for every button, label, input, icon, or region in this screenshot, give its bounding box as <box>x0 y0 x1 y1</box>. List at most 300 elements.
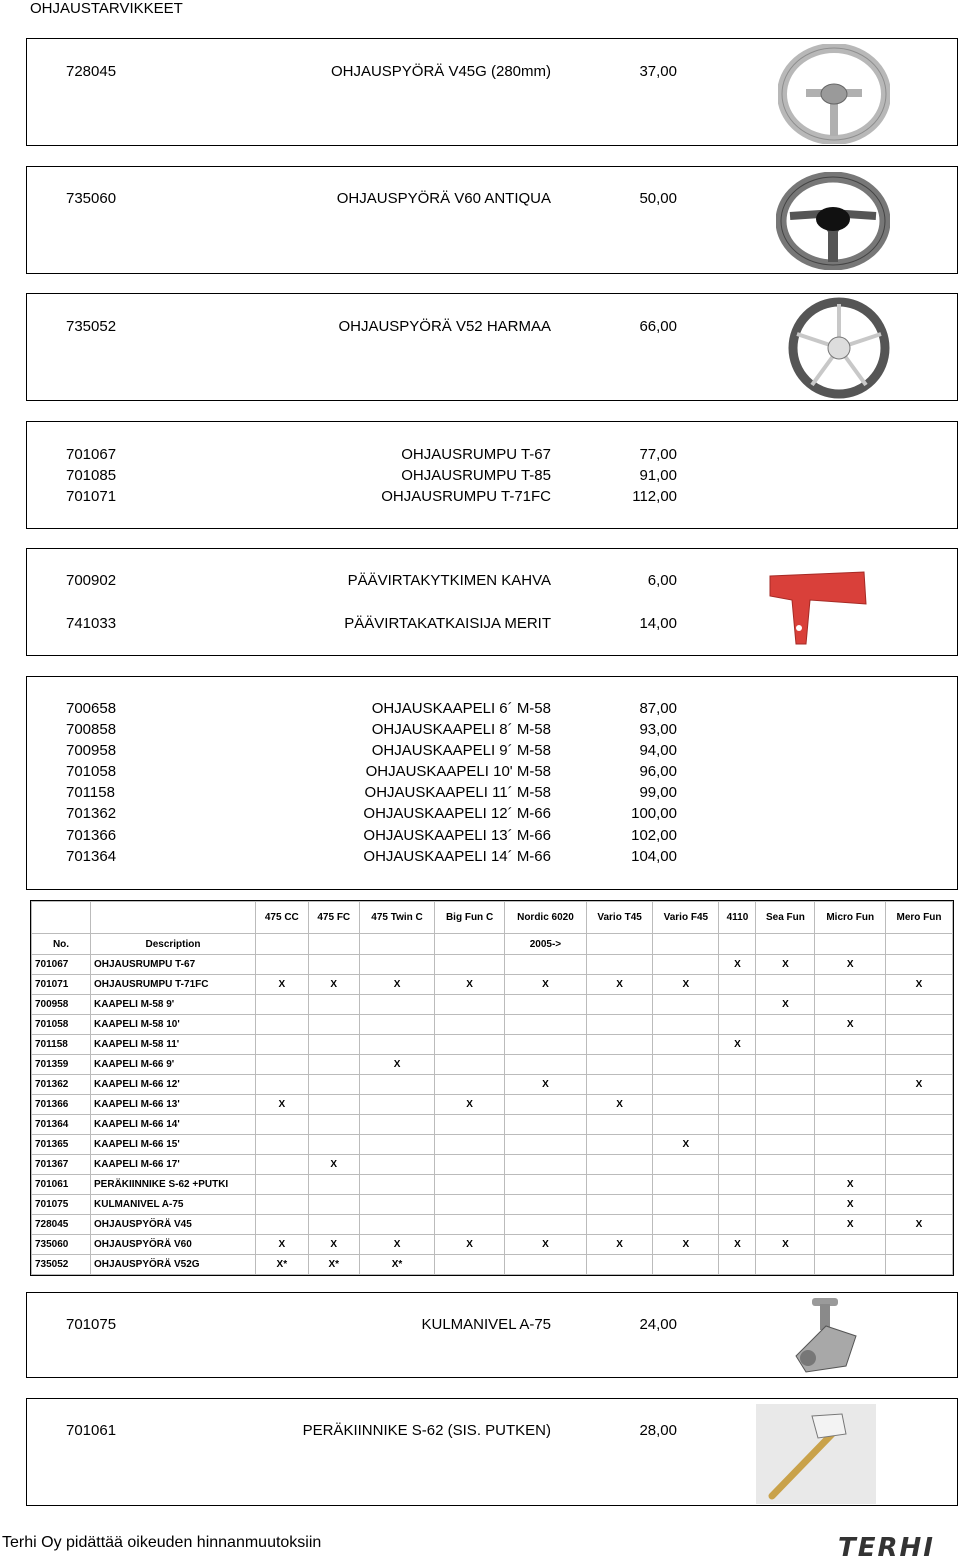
item-description: OHJAUSKAAPELI 14´ M-66 <box>363 848 551 865</box>
item-description: OHJAUSKAAPELI 6´ M-58 <box>371 700 551 717</box>
compat-mark <box>719 975 756 995</box>
model-header: Vario T45 <box>586 902 652 934</box>
compat-mark <box>586 1175 652 1195</box>
compat-mark <box>256 955 309 975</box>
item-code: 700658 <box>66 700 117 717</box>
item-description: OHJAUSKAAPELI 9´ M-58 <box>371 742 551 759</box>
compat-mark <box>359 1095 434 1115</box>
item-description: KULMANIVEL A-75 <box>421 1316 551 1333</box>
compat-mark: X <box>815 1015 886 1035</box>
item-price: 112,00 <box>632 488 677 505</box>
item-code: 735060 <box>66 190 117 207</box>
model-header: 475 FC <box>308 902 359 934</box>
compat-mark <box>256 1215 309 1235</box>
item-description: OHJAUSPYÖRÄ V60 ANTIQUA <box>336 190 551 207</box>
compat-mark <box>435 1015 505 1035</box>
compat-mark <box>719 1215 756 1235</box>
compat-mark: X <box>308 1235 359 1255</box>
compat-item-no: 735052 <box>32 1255 91 1275</box>
item-code: 701075 <box>66 1316 117 1333</box>
compat-row <box>32 1235 953 1255</box>
compat-mark <box>756 1095 815 1115</box>
compat-mark <box>586 995 652 1015</box>
compat-row <box>32 1075 953 1095</box>
model-header: Big Fun C <box>435 902 505 934</box>
item-description: OHJAUSKAAPELI 13´ M-66 <box>363 827 551 844</box>
compat-mark <box>359 1115 434 1135</box>
compat-mark <box>653 955 719 975</box>
compat-row <box>32 955 953 975</box>
no-header: No. <box>32 934 91 955</box>
compat-mark <box>815 1095 886 1115</box>
model-header: Vario F45 <box>653 902 719 934</box>
compat-mark <box>256 1055 309 1075</box>
compat-mark <box>504 1255 586 1275</box>
compat-row <box>32 1175 953 1195</box>
steering-wheel-v52-image <box>786 296 892 400</box>
compat-mark <box>435 995 505 1015</box>
model-header: 4110 <box>719 902 756 934</box>
compat-mark <box>256 1115 309 1135</box>
item-code: 701364 <box>66 848 117 865</box>
compat-mark <box>359 1075 434 1095</box>
compat-mark: X <box>586 975 652 995</box>
compat-item-no: 701071 <box>32 975 91 995</box>
item-price: 91,00 <box>639 467 677 484</box>
compat-item-no: 701364 <box>32 1115 91 1135</box>
compat-mark <box>886 1055 953 1075</box>
item-description: PÄÄVIRTAKATKAISIJA MERIT <box>344 615 551 632</box>
item-code: 701366 <box>66 827 117 844</box>
item-price: 77,00 <box>639 446 677 463</box>
compat-mark <box>308 955 359 975</box>
compat-item-desc: OHJAUSRUMPU T-67 <box>91 955 256 975</box>
steering-wheel-v60-image <box>776 172 890 270</box>
compat-row <box>32 995 953 1015</box>
compat-item-no: 701061 <box>32 1175 91 1195</box>
steering-wheel-v45g-image <box>778 44 890 144</box>
item-description: OHJAUSKAAPELI 8´ M-58 <box>371 721 551 738</box>
compat-mark: X <box>435 1235 505 1255</box>
compat-mark <box>308 1095 359 1115</box>
compat-mark <box>815 1055 886 1075</box>
compat-item-no: 701067 <box>32 955 91 975</box>
compat-mark <box>256 1135 309 1155</box>
compat-mark <box>886 955 953 975</box>
compat-mark: X <box>308 975 359 995</box>
compat-mark <box>815 995 886 1015</box>
compat-item-no: 701366 <box>32 1095 91 1115</box>
compat-mark <box>308 1215 359 1235</box>
compat-mark <box>504 955 586 975</box>
compat-mark <box>653 1175 719 1195</box>
item-description: OHJAUSKAAPELI 11´ M-58 <box>364 784 551 801</box>
compat-mark <box>815 1135 886 1155</box>
compat-mark: X <box>756 955 815 975</box>
compat-mark: X <box>886 1215 953 1235</box>
compat-item-desc: OHJAUSRUMPU T-71FC <box>91 975 256 995</box>
compat-mark <box>815 1155 886 1175</box>
compat-mark <box>586 1115 652 1135</box>
model-header: 475 Twin C <box>359 902 434 934</box>
compat-row <box>32 1115 953 1135</box>
compat-mark <box>308 1015 359 1035</box>
item-description: OHJAUSPYÖRÄ V52 HARMAA <box>338 318 551 335</box>
model-header: 475 CC <box>256 902 309 934</box>
compat-row <box>32 1095 953 1115</box>
page-title: OHJAUSTARVIKKEET <box>30 0 183 17</box>
compat-mark <box>586 1055 652 1075</box>
compat-mark <box>504 1175 586 1195</box>
compat-mark <box>653 1115 719 1135</box>
compat-item-desc: KAAPELI M-66 17' <box>91 1155 256 1175</box>
item-price: 50,00 <box>639 190 677 207</box>
compat-mark <box>359 1015 434 1035</box>
compat-mark <box>256 1015 309 1035</box>
compat-mark <box>815 1255 886 1275</box>
compat-mark <box>504 995 586 1015</box>
compat-mark: X <box>815 1175 886 1195</box>
compat-item-no: 701058 <box>32 1015 91 1035</box>
compat-mark: X* <box>359 1255 434 1275</box>
compat-item-no: 701158 <box>32 1035 91 1055</box>
compat-mark <box>435 1115 505 1135</box>
compat-item-no: 701362 <box>32 1075 91 1095</box>
angle-joint-image <box>786 1296 866 1378</box>
compat-mark <box>886 1195 953 1215</box>
compat-mark <box>256 1195 309 1215</box>
compat-mark <box>886 1015 953 1035</box>
compat-mark: X <box>653 1235 719 1255</box>
item-code: 741033 <box>66 615 117 632</box>
compat-mark <box>815 1035 886 1055</box>
compat-row <box>32 1055 953 1075</box>
description-header: Description <box>91 934 256 955</box>
item-price: 66,00 <box>639 318 677 335</box>
compat-mark <box>719 1075 756 1095</box>
compat-mark <box>586 1155 652 1175</box>
compat-mark <box>308 1035 359 1055</box>
compat-mark <box>756 1195 815 1215</box>
compat-mark <box>435 1215 505 1235</box>
compat-mark: X <box>815 1195 886 1215</box>
compat-mark <box>886 1095 953 1115</box>
model-header: Sea Fun <box>756 902 815 934</box>
compat-mark <box>504 1195 586 1215</box>
compat-mark <box>756 1115 815 1135</box>
compat-mark <box>815 975 886 995</box>
compat-row <box>32 1015 953 1035</box>
compat-mark <box>653 1055 719 1075</box>
item-code: 700958 <box>66 742 117 759</box>
item-price: 93,00 <box>639 721 677 738</box>
compat-mark <box>256 1175 309 1195</box>
compat-mark <box>756 1175 815 1195</box>
item-code: 701071 <box>66 488 117 505</box>
compat-mark <box>719 1175 756 1195</box>
item-code: 701158 <box>66 784 115 801</box>
compat-mark <box>256 1035 309 1055</box>
item-code: 701058 <box>66 763 117 780</box>
item-code: 735052 <box>66 318 117 335</box>
compat-mark: X <box>886 1075 953 1095</box>
compat-mark <box>756 1055 815 1075</box>
compat-mark <box>719 1095 756 1115</box>
compat-mark <box>435 1155 505 1175</box>
compat-item-no: 735060 <box>32 1235 91 1255</box>
compat-item-no: 701359 <box>32 1055 91 1075</box>
compat-mark <box>756 1015 815 1035</box>
compat-mark: X <box>256 975 309 995</box>
compat-mark <box>719 1195 756 1215</box>
compat-mark: X <box>256 1095 309 1115</box>
item-code: 700858 <box>66 721 117 738</box>
footer-text: Terhi Oy pidättää oikeuden hinnanmuutoksiin <box>2 1534 322 1551</box>
compat-item-desc: KAAPELI M-58 10' <box>91 1015 256 1035</box>
compat-mark <box>504 1135 586 1155</box>
compat-mark <box>886 1235 953 1255</box>
compat-mark <box>756 1215 815 1235</box>
compat-column-header-row <box>32 934 953 955</box>
compat-mark <box>435 1255 505 1275</box>
compat-mark: X <box>756 1235 815 1255</box>
compat-row <box>32 1255 953 1275</box>
item-price: 94,00 <box>639 742 677 759</box>
compat-mark <box>435 1075 505 1095</box>
item-description: OHJAUSKAAPELI 12´ M-66 <box>363 805 551 822</box>
compat-mark <box>653 1195 719 1215</box>
compat-mark <box>308 1055 359 1075</box>
compat-mark: X <box>435 975 505 995</box>
model-header: Nordic 6020 <box>504 902 586 934</box>
compat-mark <box>653 1095 719 1115</box>
item-code: 701061 <box>66 1422 117 1439</box>
compat-mark <box>359 995 434 1015</box>
compat-mark <box>586 1015 652 1035</box>
item-description: PÄÄVIRTAKYTKIMEN KAHVA <box>347 572 551 589</box>
compat-mark <box>586 1255 652 1275</box>
item-price: 102,00 <box>631 827 677 844</box>
compat-mark <box>504 1035 586 1055</box>
compat-mark <box>886 1135 953 1155</box>
compat-mark <box>504 1055 586 1075</box>
compat-mark <box>653 1255 719 1275</box>
compat-mark <box>308 1115 359 1135</box>
compat-item-no: 701365 <box>32 1135 91 1155</box>
compat-mark <box>886 1115 953 1135</box>
compat-mark <box>256 1075 309 1095</box>
compat-mark <box>719 1015 756 1035</box>
compat-mark <box>586 1075 652 1095</box>
item-code: 701067 <box>66 446 117 463</box>
compat-mark: X <box>359 975 434 995</box>
compat-mark <box>719 1055 756 1075</box>
compat-mark <box>435 1175 505 1195</box>
compat-mark <box>815 1115 886 1135</box>
compat-mark <box>719 1115 756 1135</box>
compat-mark <box>756 1075 815 1095</box>
item-price: 37,00 <box>639 63 677 80</box>
compat-item-no: 701367 <box>32 1155 91 1175</box>
compat-mark <box>256 995 309 1015</box>
compat-mark: X <box>359 1055 434 1075</box>
compat-mark <box>756 1255 815 1275</box>
compat-item-desc: KAAPELI M-66 9' <box>91 1055 256 1075</box>
compat-mark <box>586 955 652 975</box>
compat-item-desc: PERÄKIINNIKE S-62 +PUTKI <box>91 1175 256 1195</box>
compat-item-desc: KAAPELI M-58 11' <box>91 1035 256 1055</box>
compatibility-table <box>30 900 954 1276</box>
compat-mark <box>504 1215 586 1235</box>
compat-mark: X <box>359 1235 434 1255</box>
item-price: 100,00 <box>631 805 677 822</box>
compat-mark <box>653 1015 719 1035</box>
item-price: 14,00 <box>639 615 677 632</box>
item-description: PERÄKIINNIKE S-62 (SIS. PUTKEN) <box>302 1422 551 1439</box>
terhi-logo: TERHI <box>838 1533 935 1563</box>
compat-mark: X <box>653 1135 719 1155</box>
compat-mark: X* <box>308 1255 359 1275</box>
compat-mark <box>359 1035 434 1055</box>
item-price: 99,00 <box>639 784 677 801</box>
item-code: 700902 <box>66 572 117 589</box>
compat-mark <box>359 1155 434 1175</box>
compat-item-no: 701075 <box>32 1195 91 1215</box>
compat-row <box>32 1195 953 1215</box>
compat-model-header-row <box>32 902 953 934</box>
compat-mark <box>504 1115 586 1135</box>
compat-item-no: 728045 <box>32 1215 91 1235</box>
compat-mark <box>256 1155 309 1175</box>
compat-mark <box>308 1195 359 1215</box>
compat-item-desc: KAAPELI M-66 15' <box>91 1135 256 1155</box>
compat-mark <box>886 1035 953 1055</box>
compat-mark: X <box>308 1155 359 1175</box>
compat-mark: X <box>756 995 815 1015</box>
compat-mark: X <box>886 975 953 995</box>
compat-item-desc: KULMANIVEL A-75 <box>91 1195 256 1215</box>
compat-mark: X <box>815 1215 886 1235</box>
compat-mark <box>504 1155 586 1175</box>
item-code: 701085 <box>66 467 117 484</box>
item-price: 24,00 <box>639 1316 677 1333</box>
item-description: OHJAUSPYÖRÄ V45G (280mm) <box>330 63 551 80</box>
compat-mark <box>586 1215 652 1235</box>
compat-mark <box>586 1035 652 1055</box>
compat-mark: X <box>586 1235 652 1255</box>
compat-row <box>32 1155 953 1175</box>
compat-item-desc: OHJAUSPYÖRÄ V52G <box>91 1255 256 1275</box>
compat-item-desc: KAAPELI M-66 14' <box>91 1115 256 1135</box>
compat-mark <box>435 1055 505 1075</box>
compat-mark <box>756 975 815 995</box>
compat-mark: X <box>719 955 756 975</box>
compat-mark: X <box>504 1075 586 1095</box>
compat-mark: X <box>256 1235 309 1255</box>
compat-mark: X* <box>256 1255 309 1275</box>
compat-mark: X <box>435 1095 505 1115</box>
compat-mark <box>435 1035 505 1055</box>
compat-mark <box>719 1135 756 1155</box>
compat-mark <box>435 955 505 975</box>
compat-row <box>32 1215 953 1235</box>
item-price: 6,00 <box>647 572 677 589</box>
compat-mark <box>653 1215 719 1235</box>
item-description: OHJAUSRUMPU T-67 <box>401 446 551 463</box>
compat-mark <box>504 1015 586 1035</box>
compat-mark: X <box>719 1235 756 1255</box>
compat-item-desc: KAAPELI M-58 9' <box>91 995 256 1015</box>
compat-mark <box>815 1235 886 1255</box>
item-code: 728045 <box>66 63 117 80</box>
model-header: Micro Fun <box>815 902 886 934</box>
compat-mark: X <box>504 975 586 995</box>
compat-mark <box>308 1135 359 1155</box>
compat-item-desc: OHJAUSPYÖRÄ V60 <box>91 1235 256 1255</box>
compat-mark <box>359 1135 434 1155</box>
compat-mark <box>886 1255 953 1275</box>
item-description: OHJAUSKAAPELI 10' M-58 <box>365 763 551 780</box>
compat-mark <box>815 1075 886 1095</box>
compat-mark: X <box>586 1095 652 1115</box>
compat-mark <box>435 1195 505 1215</box>
since-label: 2005-> <box>504 934 586 955</box>
item-description: OHJAUSRUMPU T-85 <box>401 467 551 484</box>
item-price: 28,00 <box>639 1422 677 1439</box>
item-price: 87,00 <box>639 700 677 717</box>
compat-mark <box>308 1075 359 1095</box>
compat-item-desc: KAAPELI M-66 12' <box>91 1075 256 1095</box>
compat-mark <box>359 1175 434 1195</box>
compat-mark <box>359 1215 434 1235</box>
compat-mark <box>504 1095 586 1115</box>
compat-mark: X <box>719 1035 756 1055</box>
item-price: 104,00 <box>631 848 677 865</box>
compat-mark: X <box>815 955 886 975</box>
compat-item-desc: OHJAUSPYÖRÄ V45 <box>91 1215 256 1235</box>
switch-handle-image <box>766 570 872 648</box>
compat-mark <box>756 1035 815 1055</box>
compat-mark <box>886 995 953 1015</box>
compat-mark <box>359 955 434 975</box>
compat-mark <box>719 995 756 1015</box>
compat-item-desc: KAAPELI M-66 13' <box>91 1095 256 1115</box>
model-header: Mero Fun <box>886 902 953 934</box>
compat-row <box>32 975 953 995</box>
compat-mark: X <box>504 1235 586 1255</box>
compat-mark <box>886 1175 953 1195</box>
compat-mark <box>586 1135 652 1155</box>
compat-item-no: 700958 <box>32 995 91 1015</box>
compat-row <box>32 1035 953 1055</box>
compat-mark <box>756 1155 815 1175</box>
compat-mark <box>435 1135 505 1155</box>
compat-mark <box>586 1195 652 1215</box>
compat-row <box>32 1135 953 1155</box>
compat-mark <box>653 1075 719 1095</box>
compat-mark: X <box>653 975 719 995</box>
compat-mark <box>719 1155 756 1175</box>
compat-mark <box>756 1135 815 1155</box>
compat-mark <box>886 1155 953 1175</box>
compat-mark <box>719 1255 756 1275</box>
item-code: 701362 <box>66 805 117 822</box>
compat-mark <box>359 1195 434 1215</box>
compat-mark <box>308 1175 359 1195</box>
item-description: OHJAUSRUMPU T-71FC <box>381 488 551 505</box>
compat-mark <box>653 995 719 1015</box>
compat-mark <box>653 1035 719 1055</box>
